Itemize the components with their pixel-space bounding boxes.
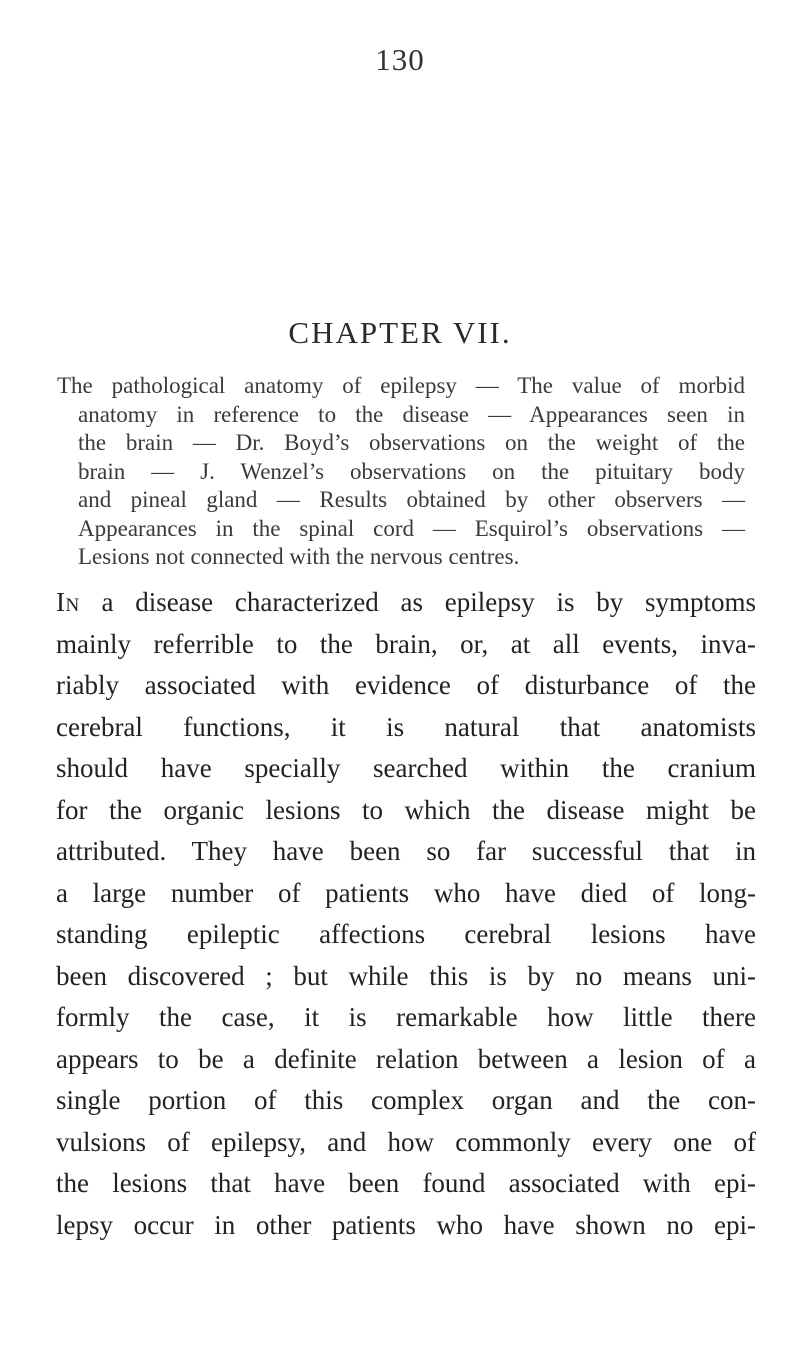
body-line: mainly referrible to the brain, or, at all events, inva- [56, 628, 756, 659]
synopsis-line: Lesions not connected with the nervous centres. [78, 544, 520, 569]
chapter-synopsis [57, 372, 745, 572]
synopsis-line: The pathological anatomy of epilepsy — The value of morbid [57, 373, 745, 398]
synopsis-line: the brain — Dr. Boyd’s observations on the weight of the [78, 430, 745, 455]
drop-word: In [56, 587, 80, 617]
page-number: 130 [375, 42, 425, 77]
body-line: the lesions that have been found associated with epi- [56, 1168, 756, 1198]
synopsis-line: brain — J. Wenzel’s observations on the pituitary body [78, 458, 745, 484]
synopsis-line: Appearances in the spinal cord — Esquirol’s observations — [78, 515, 745, 541]
body-line: riably associated with evidence of disturbance of the [56, 670, 756, 700]
body-paragraph [56, 582, 756, 1246]
body-line [56, 582, 756, 624]
body-line: for the organic lesions to which the disease might be [56, 794, 756, 825]
body-line: formly the case, it is remarkable how little there [56, 1002, 756, 1032]
body-line: standing epileptic affections cerebral lesions have [56, 919, 756, 949]
synopsis-line: anatomy in reference to the disease — Appearances seen in [78, 401, 745, 427]
body-line: vulsions of epilepsy, and how commonly every one of [56, 1126, 756, 1157]
chapter-title: CHAPTER VII. [288, 315, 512, 350]
body-line: single portion of this complex organ and the con- [56, 1085, 756, 1115]
body-line: cerebral functions, it is natural that anatomists [56, 711, 756, 742]
body-line: attributed. They have been so far successful that in [56, 836, 756, 866]
body-line: should have specially searched within the cranium [56, 753, 756, 783]
synopsis-line: and pineal gland — Results obtained by other observers — [78, 487, 745, 512]
body-line: a large number of patients who have died of long- [56, 877, 756, 908]
body-line: appears to be a definite relation between a lesion of a [56, 1043, 756, 1074]
body-line: lepsy occur in other patients who have shown no epi- [56, 1209, 756, 1240]
body-line: been discovered ; but while this is by no means uni- [56, 960, 756, 991]
body-line-text: a disease characterized as epilepsy is by symptoms [79, 587, 756, 617]
